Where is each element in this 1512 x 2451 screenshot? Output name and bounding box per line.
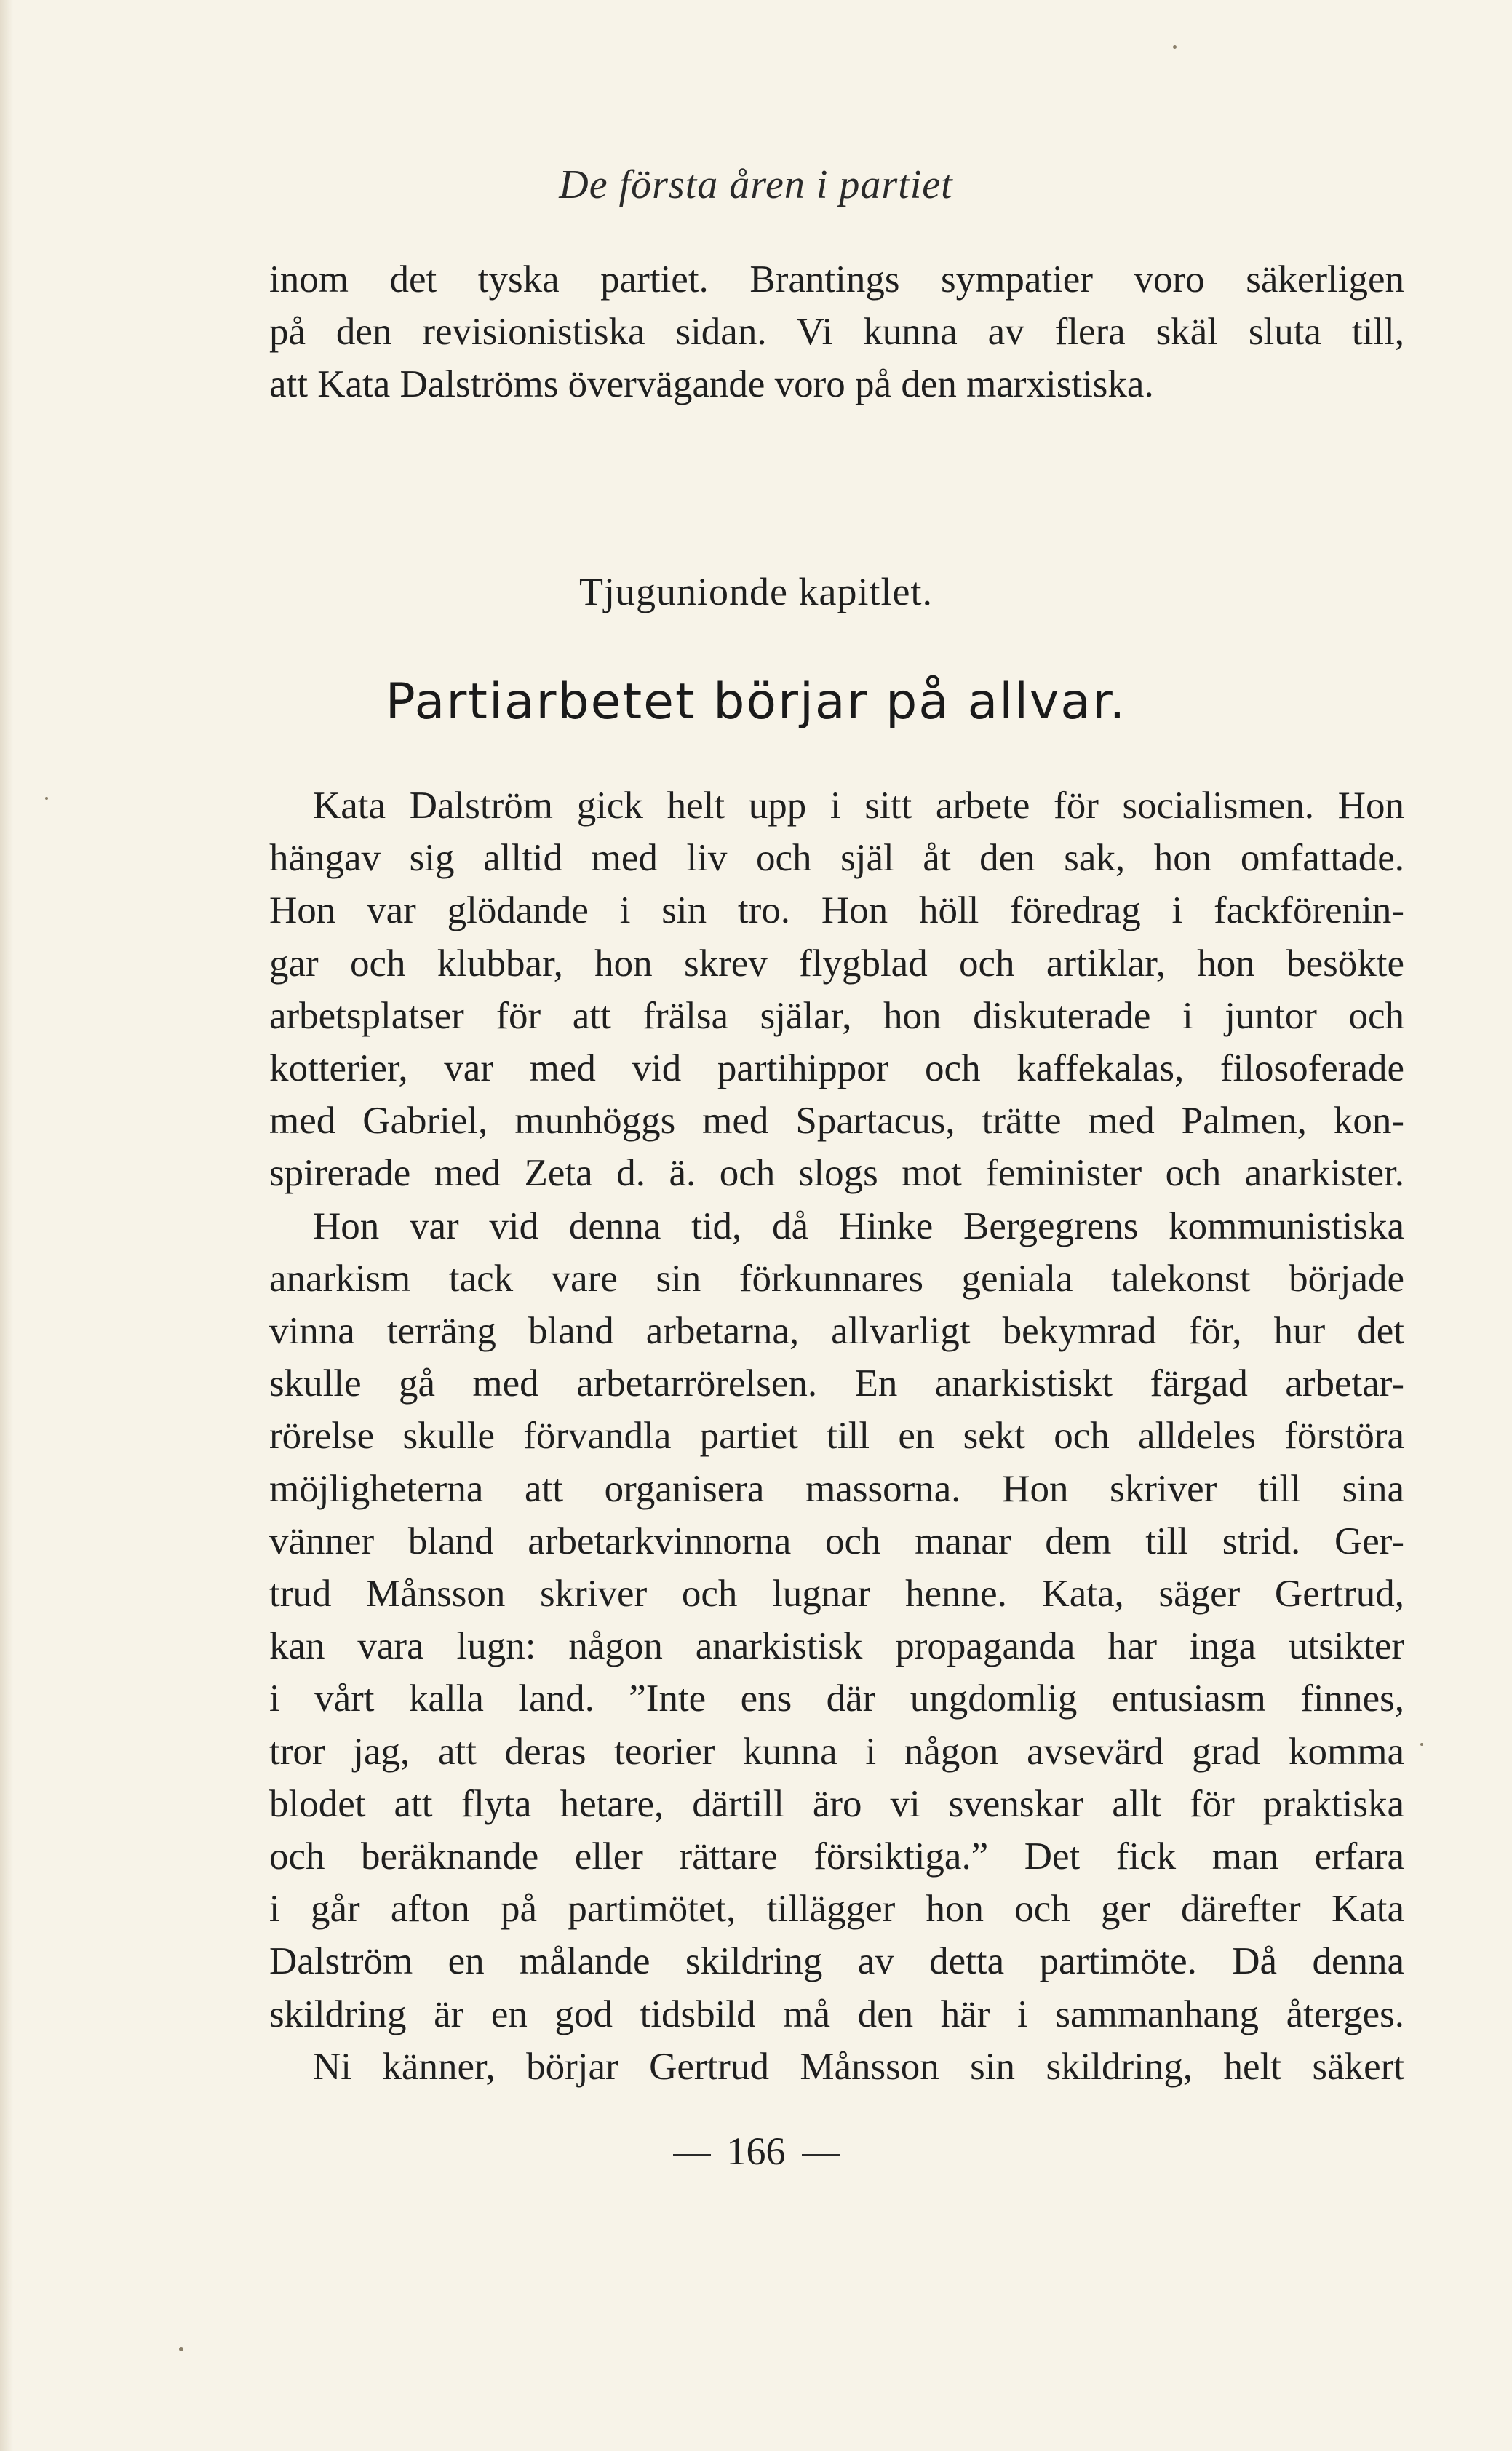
paper-speck <box>1173 45 1177 49</box>
text-line: kotterier, var med vid partihippor och kaffekalas, filosoferade <box>269 1047 1404 1090</box>
text-line: kan vara lugn: någon anarkistisk propaganda har inga utsikter <box>269 1625 1404 1668</box>
text-line: och beräknande eller rättare försiktiga.” Det fick man erfara <box>269 1835 1404 1878</box>
text-line: tror jag, att deras teorier kunna i någon avsevärd grad komma <box>269 1730 1404 1773</box>
text-line: blodet att flyta hetare, därtill äro vi svenskar allt för praktiska <box>269 1782 1404 1825</box>
text-line: i vårt kalla land. ”Inte ens där ungdomlig entusiasm finnes, <box>269 1677 1404 1720</box>
chapter-number: Tjugunionde kapitlet. <box>579 570 933 613</box>
text-line: anarkism tack vare sin förkunnares geniala talekonst började <box>269 1257 1404 1300</box>
text-line: rörelse skulle förvandla partiet till en sekt och alldeles förstöra <box>269 1415 1404 1458</box>
paper-speck <box>1420 1743 1423 1746</box>
paper-speck <box>45 797 48 800</box>
text-line: skildring är en god tidsbild må den här i sammanhang återges. <box>269 1993 1404 2035</box>
dash-right <box>802 2154 840 2156</box>
text-line: vinna terräng bland arbetarna, allvarligt bekymrad för, hur det <box>269 1310 1404 1353</box>
text-line: hängav sig alltid med liv och själ åt den sak, hon omfattade. <box>269 837 1404 880</box>
chapter-body <box>269 779 1404 2093</box>
paragraph-continuation <box>269 253 1404 411</box>
page-edge-shadow <box>0 0 13 2451</box>
text-line: Hon var vid denna tid, då Hinke Bergegrens kommunistiska <box>313 1204 1404 1247</box>
text-line: Ni känner, börjar Gertrud Månsson sin skildring, helt säkert <box>313 2045 1404 2088</box>
running-head: De första åren i partiet <box>559 162 953 207</box>
text-line: Hon var glödande i sin tro. Hon höll föredrag i fackförenin- <box>269 889 1404 932</box>
text-line: möjligheterna att organisera massorna. Hon skriver till sina <box>269 1467 1404 1510</box>
text-line: spirerade med Zeta d. ä. och slogs mot feminister och anarkister. <box>269 1152 1404 1195</box>
paper-speck <box>179 2347 183 2351</box>
text-line: Dalström en målande skildring av detta partimöte. Då denna <box>269 1940 1404 1983</box>
text-line: på den revisionistiska sidan. Vi kunna av flera skäl sluta till, <box>269 311 1404 354</box>
text-line: vänner bland arbetarkvinnorna och manar dem till strid. Ger- <box>269 1520 1404 1562</box>
text-line: arbetsplatser för att frälsa själar, hon diskuterade i juntor och <box>269 994 1404 1037</box>
text-line: i går afton på partimötet, tillägger hon och ger därefter Kata <box>269 1888 1404 1931</box>
text-line: skulle gå med arbetarrörelsen. En anarkistiskt färgad arbetar- <box>269 1362 1404 1405</box>
text-line: gar och klubbar, hon skrev flygblad och artiklar, hon besökte <box>269 942 1404 985</box>
text-line: Kata Dalström gick helt upp i sitt arbete för socialismen. Hon <box>313 784 1404 827</box>
text-line: trud Månsson skriver och lugnar henne. Kata, säger Gertrud, <box>269 1573 1404 1616</box>
dash-left <box>673 2154 711 2156</box>
text-line: inom det tyska partiet. Brantings sympatier voro säkerligen <box>269 258 1404 301</box>
chapter-title: Partiarbetet börjar på allvar. <box>385 673 1127 731</box>
page-number <box>0 2129 1512 2174</box>
text-line: med Gabriel, munhöggs med Spartacus, trätte med Palmen, kon- <box>269 1100 1404 1143</box>
page-number-value: 166 <box>726 2129 786 2173</box>
text-line: att Kata Dalströms övervägande voro på den marxistiska. <box>269 363 1154 406</box>
